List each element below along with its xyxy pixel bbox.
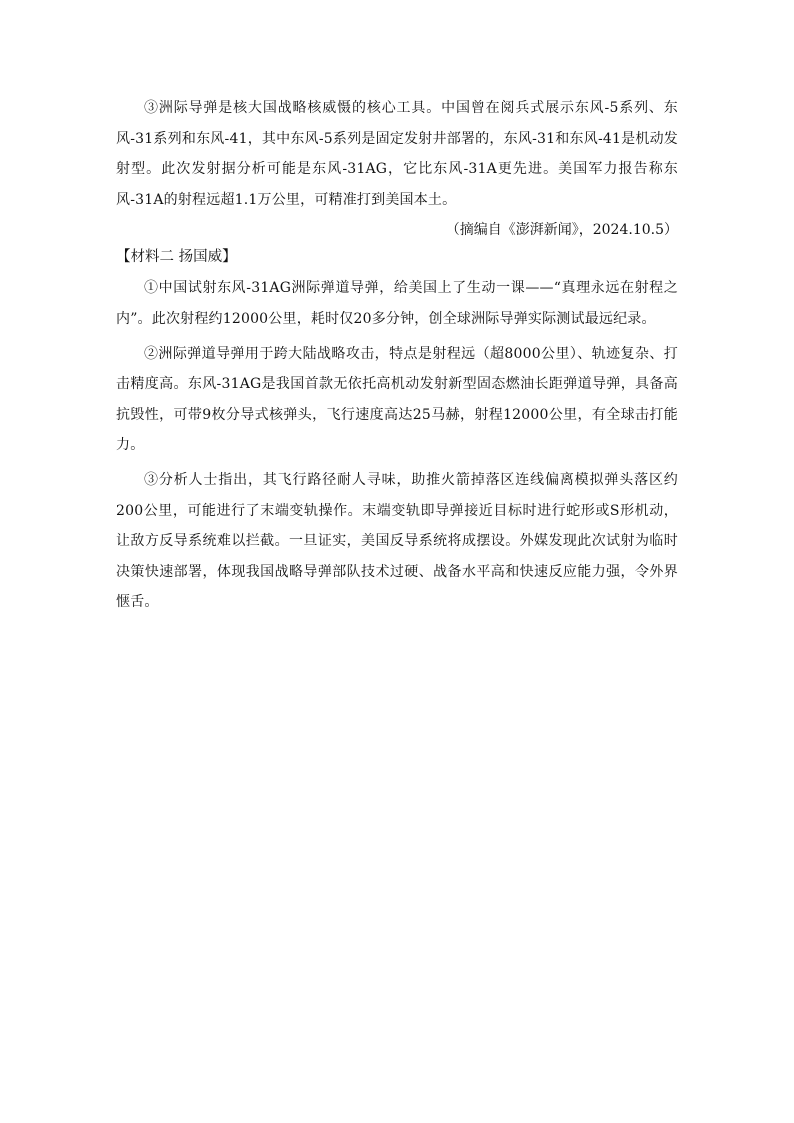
material-two-paragraph-2: ②洲际弹道导弹用于跨大陆战略攻击，特点是射程远（超8000公里）、轨迹复杂、打击精度高。东风-31AG是我国首款无依托高机动发射新型固态燃油长距弹道导弹，具备高抗毁性，可带9枚分导式核弹头，飞行速度高达25马赫，射程12000公里，有全球击打能力。 xyxy=(116,345,678,454)
source-citation: （摘编自《澎湃新闻》，2024.10.5） xyxy=(445,222,678,239)
material-two-paragraph-1: ①中国试射东风-31AG洲际弹道导弹，给美国上了生动一课——“真理永远在射程之内”。此次射程约12000公里，耗时仅20多分钟，创全球洲际导弹实际测试最远纪录。 xyxy=(116,280,678,327)
document-page xyxy=(116,93,678,618)
material-two-paragraph-3: ③分析人士指出，其飞行路径耐人寻味，助推火箭掉落区连线偏离模拟弹头落区约200公里，可能进行了末端变轨操作。末端变轨即导弹接近目标时进行蛇形或S形机动，让敌方反导系统难以拦截。一旦证实，美国反导系统将成摆设。外媒发现此次试射为临时决策快速部署，体现我国战略导弹部队技术过硬、战备水平高和快速反应能力强，令外界惬舌。 xyxy=(116,471,678,611)
material-two-heading: 【材料二 扬国威】 xyxy=(116,249,237,266)
material-one-paragraph-3: ③洲际导弹是核大国战略核威慑的核心工具。中国曾在阅兵式展示东风-5系列、东风-31系列和东风-41，其中东风-5系列是固定发射井部署的，东风-31和东风-41是机动发射型。此次发射据分析可能是东风-31AG，它比东风-31A更先进。美国军力报告称东风-31A的射程远超1.1万公里，可精准打到美国本土。 xyxy=(116,100,678,208)
